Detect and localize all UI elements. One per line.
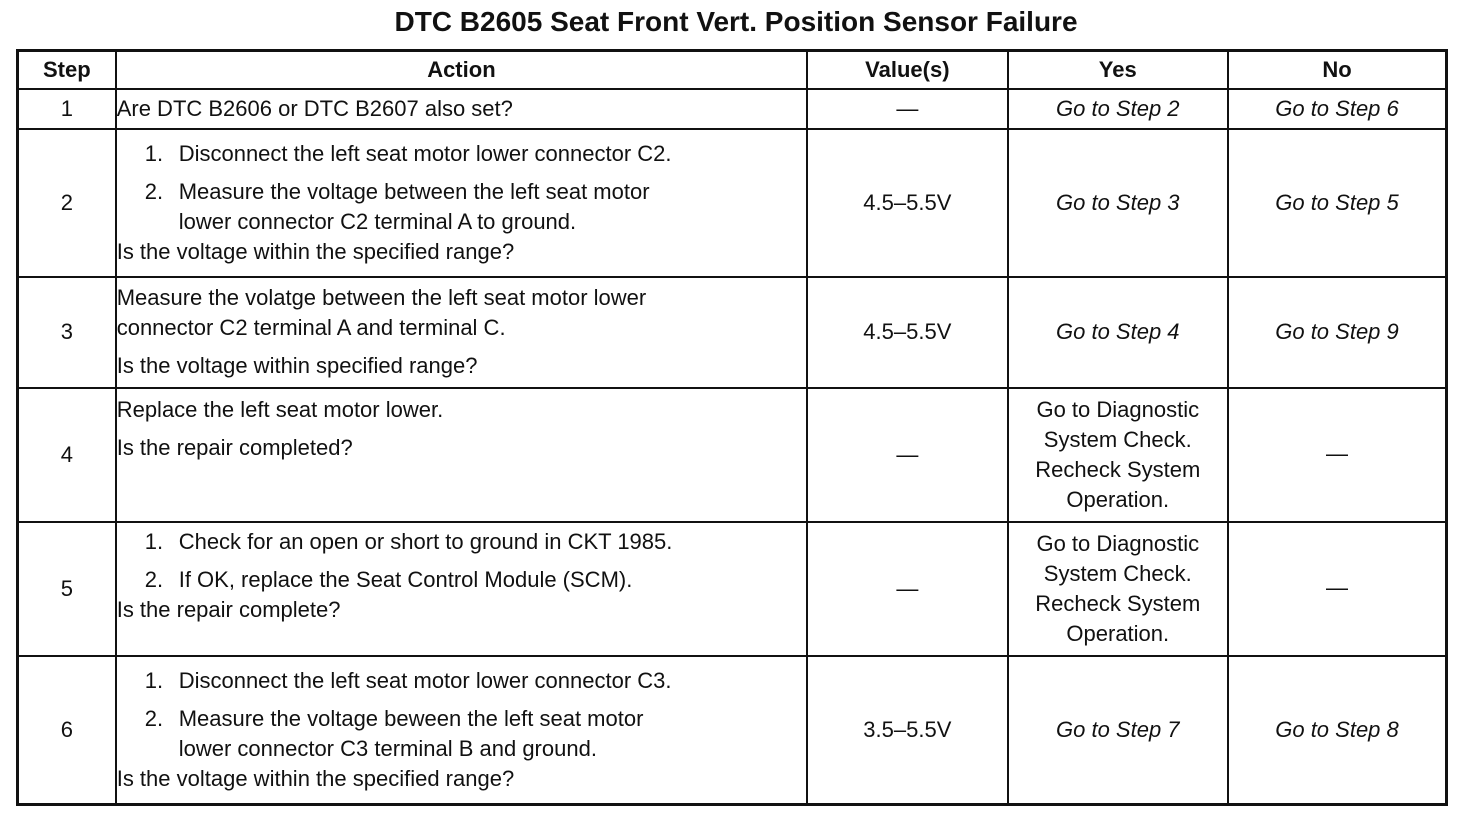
value-cell: 4.5–5.5V (807, 277, 1007, 387)
header-value: Value(s) (807, 51, 1007, 90)
yes-link-text: Go to Step 3 (1056, 190, 1180, 216)
no-cell (1228, 522, 1447, 656)
item-text: Check for an open or short to ground in CKT 1985. (178, 528, 673, 554)
yes-text-line: Recheck System (1035, 590, 1201, 616)
step-number: 6 (18, 656, 116, 804)
diagnostic-table (16, 49, 1448, 806)
value-cell: — (807, 388, 1007, 522)
action-question: Is the repair completed? (116, 434, 353, 460)
action-cell (116, 656, 807, 804)
yes-cell (1008, 277, 1228, 387)
item-number: 2. (144, 566, 164, 592)
action-cell (116, 129, 807, 277)
item-text: Measure the voltage beween the left seat motor (178, 706, 644, 732)
action-question: Is the voltage within the specified range? (116, 239, 515, 265)
yes-text-line: Go to Diagnostic (1036, 396, 1200, 422)
no-link-text: Go to Step 6 (1275, 96, 1399, 122)
item-number: 2. (144, 179, 164, 205)
no-cell (1228, 388, 1447, 522)
action-question: Is the repair complete? (116, 596, 341, 622)
yes-cell (1008, 656, 1228, 804)
no-link-text: Go to Step 5 (1275, 190, 1399, 216)
item-number: 2. (144, 706, 164, 732)
page-title: DTC B2605 Seat Front Vert. Position Sensor Failure (394, 6, 1078, 37)
no-link-text: Go to Step 9 (1275, 319, 1399, 345)
yes-cell (1008, 89, 1228, 129)
action-list-item (117, 565, 806, 595)
yes-cell (1008, 388, 1228, 522)
action-question: Is the voltage within the specified range? (116, 766, 515, 792)
header-action: Action (116, 51, 807, 90)
yes-text-line: Operation. (1066, 486, 1170, 512)
no-cell (1228, 89, 1447, 129)
action-list-item (117, 139, 806, 169)
yes-link-text: Go to Step 7 (1056, 717, 1180, 743)
action-text: Measure the volatge between the left seat motor lower (116, 285, 647, 311)
step-number: 5 (18, 522, 116, 656)
item-text: Disconnect the left seat motor lower connector C3. (178, 668, 672, 694)
table-row (18, 388, 1447, 522)
table-row (18, 656, 1447, 804)
yes-text-line: System Check. (1043, 426, 1192, 452)
action-cell (116, 89, 807, 129)
no-cell (1228, 129, 1447, 277)
no-dash: — (1326, 440, 1348, 466)
action-text: Replace the left seat motor lower. (116, 396, 444, 422)
yes-link-text: Go to Step 2 (1056, 96, 1180, 122)
step-number: 1 (18, 89, 116, 129)
action-text: connector C2 terminal A and terminal C. (116, 315, 506, 341)
yes-text-line: Go to Diagnostic (1036, 530, 1200, 556)
no-link-text: Go to Step 8 (1275, 717, 1399, 743)
action-cell (116, 522, 807, 656)
yes-text-line: System Check. (1043, 560, 1192, 586)
table-row (18, 522, 1447, 656)
action-question: Is the voltage within specified range? (116, 353, 478, 379)
no-cell (1228, 656, 1447, 804)
header-no: No (1228, 51, 1447, 90)
item-text-continued: lower connector C2 terminal A to ground. (178, 209, 577, 235)
value-cell: 3.5–5.5V (807, 656, 1007, 804)
action-cell (116, 277, 807, 387)
step-number: 4 (18, 388, 116, 522)
yes-cell (1008, 129, 1228, 277)
value-cell: — (807, 89, 1007, 129)
table-row (18, 129, 1447, 277)
step-number: 3 (18, 277, 116, 387)
header-row (18, 51, 1447, 90)
item-text-continued: lower connector C3 terminal B and ground. (178, 736, 597, 762)
no-cell (1228, 277, 1447, 387)
item-number: 1. (144, 668, 164, 694)
action-text: Are DTC B2606 or DTC B2607 also set? (116, 96, 513, 122)
action-list-item (117, 704, 806, 764)
yes-link-text: Go to Step 4 (1056, 319, 1180, 345)
action-list-item (117, 527, 806, 557)
action-list-item (117, 177, 806, 237)
table-row (18, 277, 1447, 387)
item-text: Measure the voltage between the left seat motor (178, 179, 650, 205)
yes-cell (1008, 522, 1228, 656)
item-text: If OK, replace the Seat Control Module (SCM). (178, 566, 633, 592)
header-step: Step (18, 51, 116, 90)
table-row (18, 89, 1447, 129)
step-number: 2 (18, 129, 116, 277)
item-number: 1. (144, 528, 164, 554)
yes-text-line: Operation. (1066, 620, 1170, 646)
item-text: Disconnect the left seat motor lower connector C2. (178, 141, 672, 167)
no-dash: — (1326, 575, 1348, 601)
yes-text-line: Recheck System (1035, 456, 1201, 482)
header-yes: Yes (1008, 51, 1228, 90)
action-cell (116, 388, 807, 522)
value-cell: — (807, 522, 1007, 656)
item-number: 1. (144, 141, 164, 167)
action-list-item (117, 666, 806, 696)
value-cell: 4.5–5.5V (807, 129, 1007, 277)
